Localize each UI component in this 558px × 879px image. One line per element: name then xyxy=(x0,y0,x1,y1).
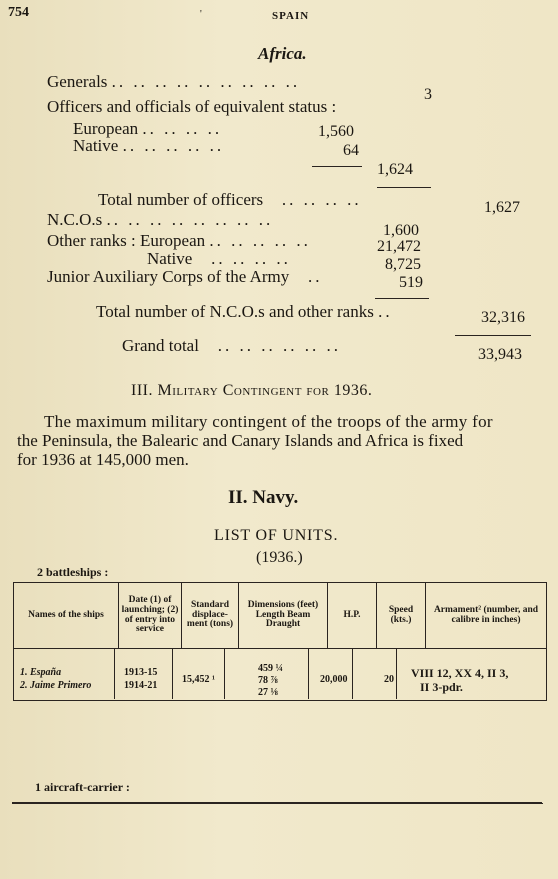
european-label: European .. .. .. .. xyxy=(73,119,223,138)
vrule xyxy=(352,648,353,699)
vrule xyxy=(114,648,115,699)
total-nco-value: 32,316 xyxy=(481,309,525,326)
ship-name-1: 1. España xyxy=(20,667,62,678)
section3-line-1: The maximum military contingent of the troops of the army for xyxy=(44,412,493,431)
col-armament: Armament² (number, and calibre in inches) xyxy=(433,604,539,625)
officers-sum: 1,624 xyxy=(377,161,413,178)
col-names: Names of the ships xyxy=(14,583,119,648)
total-officers-label: Total number of officers .. .. .. .. xyxy=(98,190,362,209)
total-nco-label: Total number of N.C.O.s and other ranks .. xyxy=(96,302,393,321)
vrule xyxy=(396,648,397,699)
page-number: 754 xyxy=(8,5,29,20)
ship-armament-2: II 3-pdr. xyxy=(420,680,463,694)
other-ranks-label: Other ranks : European .. .. .. .. .. xyxy=(47,231,311,250)
vrule xyxy=(224,648,225,699)
list-title: LIST OF UNITS. xyxy=(214,527,339,544)
generals-label: Generals .. .. .. .. .. .. .. .. .. xyxy=(47,72,301,91)
header-mark: ' xyxy=(200,9,202,20)
col-dimensions: Dimensions (feet) Length Beam Draught xyxy=(239,583,328,648)
junior-label: Junior Auxiliary Corps of the Army .. xyxy=(47,267,323,286)
col-dates: Date (1) of launching; (2) of entry into service xyxy=(119,583,182,648)
native-value: 64 xyxy=(343,142,359,159)
generals-value: 3 xyxy=(424,86,432,103)
nco-value: 1,600 xyxy=(383,222,419,239)
ship-date-2: 1914-21 xyxy=(124,680,158,691)
grand-total-label: Grand total .. .. .. .. .. .. xyxy=(122,336,341,355)
grand-total-value: 33,943 xyxy=(478,346,522,363)
grand-rule xyxy=(455,335,531,336)
section3-line-3: for 1936 at 145,000 men. xyxy=(17,450,189,469)
nco-label: N.C.O.s .. .. .. .. .. .. .. .. xyxy=(47,210,274,229)
other-ranks-value: 21,472 xyxy=(377,238,421,255)
ship-displacement: 15,452 ¹ xyxy=(182,674,215,685)
ship-speed: 20 xyxy=(384,674,394,685)
col-speed: Speed (kts.) xyxy=(377,583,426,648)
other-native-value: 8,725 xyxy=(385,256,421,273)
officers-label: Officers and officials of equivalent status : xyxy=(47,97,337,116)
ship-length: 459 ¼ xyxy=(258,663,283,674)
native-label: Native .. .. .. .. .. xyxy=(73,136,225,155)
battleships-label: 2 battleships : xyxy=(37,565,109,579)
section3-line-2: the Peninsula, the Balearic and Canary Islands and Africa is fixed xyxy=(17,431,464,450)
other-native-label: Native .. .. .. .. xyxy=(147,249,291,268)
col-displacement: Standard displace-ment (tons) xyxy=(182,583,239,648)
junior-value: 519 xyxy=(399,274,423,291)
vrule xyxy=(172,648,173,699)
list-year: (1936.) xyxy=(256,549,303,566)
nco-rule xyxy=(375,298,429,299)
subtotal-rule xyxy=(312,166,362,167)
european-value: 1,560 xyxy=(318,123,354,140)
total-officers-value: 1,627 xyxy=(484,199,520,216)
ship-date-1: 1913-15 xyxy=(124,667,158,678)
vrule xyxy=(308,648,309,699)
ship-armament-1: VIII 12, XX 4, II 3, xyxy=(411,666,509,680)
section3-heading: III. Military Contingent for 1936. xyxy=(131,382,373,399)
battleships-header-rule xyxy=(13,648,547,649)
ship-draught: 27 ⅛ xyxy=(258,687,278,698)
africa-title: Africa. xyxy=(258,44,307,63)
carrier-rule-top xyxy=(12,803,543,804)
col-hp: H.P. xyxy=(328,583,377,648)
ship-beam: 78 ⅞ xyxy=(258,675,278,686)
sum-rule xyxy=(377,187,431,188)
carrier-label: 1 aircraft-carrier : xyxy=(35,780,130,794)
ship-hp: 20,000 xyxy=(320,674,348,685)
navy-heading: II. Navy. xyxy=(228,487,299,508)
battleships-header xyxy=(14,583,546,648)
ship-name-2: 2. Jaime Primero xyxy=(20,680,92,691)
running-title: SPAIN xyxy=(272,10,310,22)
